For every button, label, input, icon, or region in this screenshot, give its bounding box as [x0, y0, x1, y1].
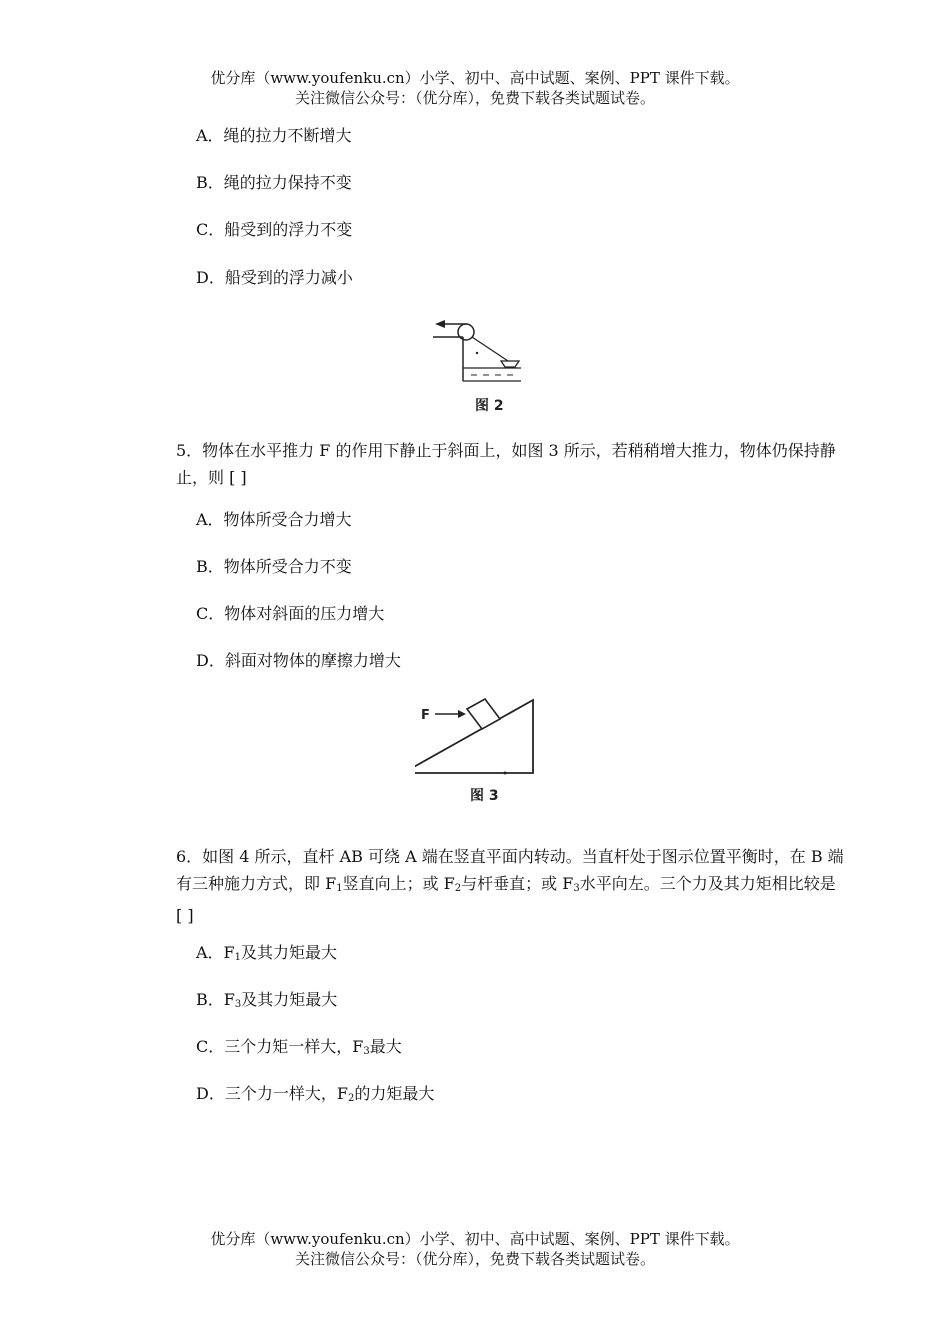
- q6-option-c-sub: 3: [363, 1046, 370, 1057]
- q5-option-c: C．物体对斜面的压力增大: [196, 604, 385, 623]
- force-label: F: [421, 708, 430, 723]
- q6-option-c-text: C．三个力矩一样大，F: [196, 1037, 364, 1056]
- q6-stem-text-3: 与杆垂直；或 F: [461, 874, 574, 893]
- boat: [501, 361, 519, 367]
- q6-option-a: [196, 943, 337, 968]
- figure-2-boat-pulley: [425, 315, 535, 415]
- q4-option-c: C．船受到的浮力不变: [196, 220, 353, 239]
- q5-option-d: D．斜面对物体的摩擦力增大: [196, 651, 401, 670]
- figure-3-incline: [415, 690, 555, 805]
- header-line-2: 关注微信公众号：（优分库），免费下载各类试题试卷。: [294, 89, 655, 107]
- footer-line-1: 优分库（www.youfenku.cn）小学、初中、高中试题、案例、PPT 课件下载。: [210, 1230, 740, 1248]
- q6-option-a-text: A．F: [196, 943, 235, 962]
- q5-stem: 5．物体在水平推力 F 的作用下静止于斜面上，如图 3 所示，若稍稍增大推力，物体仍保持静止，则 [ ]: [176, 441, 836, 487]
- figure-2-caption: 图 2: [475, 398, 504, 414]
- q4-option-b: B．绳的拉力保持不变: [196, 173, 352, 192]
- q5-option-b: B．物体所受合力不变: [196, 557, 352, 576]
- q6-option-b-text: B．F: [196, 990, 235, 1009]
- q6-option-a-sub: 1: [234, 952, 242, 963]
- figure-3-caption: 图 3: [470, 788, 499, 804]
- q6-option-a-rest: 及其力矩最大: [241, 943, 338, 962]
- arrow-head: [435, 320, 445, 328]
- page-header: [0, 68, 950, 108]
- q6-option-d: [196, 1084, 434, 1109]
- q6-stem-sub-3: 3: [573, 883, 580, 894]
- q6-option-d-sub: 2: [347, 1093, 355, 1104]
- q6-option-c: [196, 1037, 402, 1062]
- q6-stem-text-2: 竖直向上；或 F: [342, 874, 455, 893]
- header-line-1: 优分库（www.youfenku.cn）小学、初中、高中试题、案例、PPT 课件下载。: [210, 69, 740, 87]
- q6-option-b-sub: 3: [234, 999, 242, 1010]
- q4-option-a: A．绳的拉力不断增大: [196, 126, 352, 145]
- q6-stem-sub-2: 2: [454, 883, 462, 894]
- q6-option-d-text: D．三个力一样大，F: [196, 1084, 348, 1103]
- q6-option-b: [196, 990, 337, 1015]
- footer-line-2: 关注微信公众号：（优分库），免费下载各类试题试卷。: [294, 1250, 655, 1268]
- q6-option-d-rest: 的力矩最大: [354, 1084, 435, 1103]
- q6-option-b-rest: 及其力矩最大: [241, 990, 338, 1009]
- q4-option-d: D．船受到的浮力减小: [196, 268, 353, 287]
- page-footer: [0, 1229, 950, 1269]
- q6-stem-text-1: 6．如图 4 所示，直杆 AB 可绕 A 端在竖直平面内转动。当直杆处于图示位置平衡时，在 B 端有三种施力方式，即 F: [176, 847, 844, 893]
- q6-stem-text-4: 水平向左。三个力及其力矩相比较是 [ ]: [176, 874, 836, 925]
- q6-stem: [146, 843, 846, 929]
- q5-option-a: A．物体所受合力增大: [196, 510, 352, 529]
- rope-to-boat: [472, 337, 508, 361]
- q6-option-c-rest: 最大: [369, 1037, 402, 1056]
- q6-stem-sub-1: 1: [336, 883, 343, 894]
- block: [467, 699, 500, 729]
